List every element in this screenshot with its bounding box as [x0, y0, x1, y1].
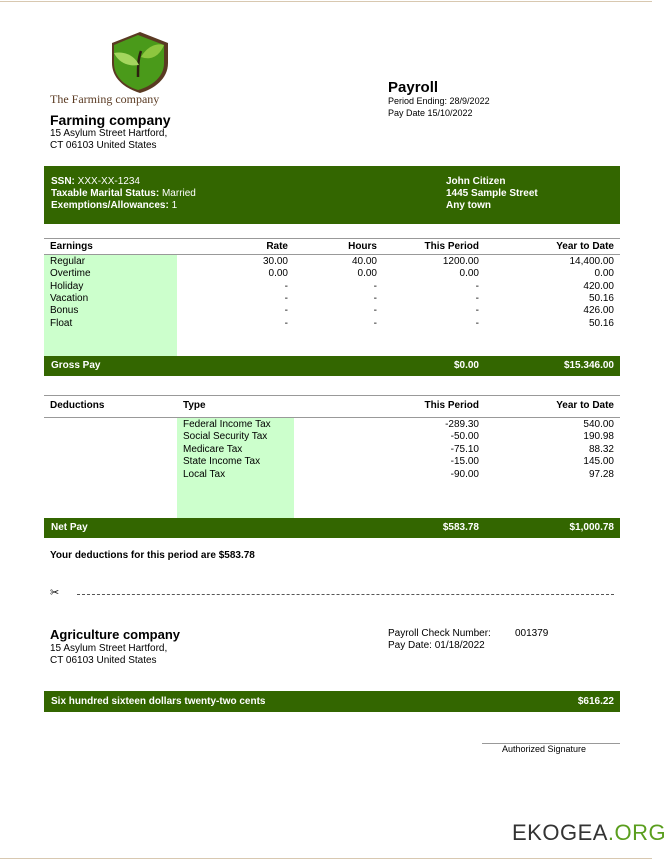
check-amount-bar: [44, 691, 620, 712]
marital-status-line: Taxable Marital Status: Married: [51, 188, 196, 199]
deduction-cell: 190.98: [583, 431, 614, 443]
earnings-cell: -: [475, 292, 479, 304]
earnings-cell: 50.16: [588, 292, 614, 304]
deduction-cell: Federal Income Tax: [183, 419, 271, 430]
earnings-cell: -: [475, 305, 479, 317]
deduction-cell: -289.30: [445, 419, 479, 430]
ded-ytd-header: Year to Date: [556, 400, 614, 411]
deduction-cell: 145.00: [583, 456, 614, 468]
deduction-cell: -90.00: [450, 468, 479, 480]
leaf-shield-icon: [108, 31, 172, 93]
earnings-cell: 40.00: [351, 256, 377, 267]
employee-name: John Citizen: [446, 176, 506, 187]
page-bottom-edge: [0, 858, 652, 859]
earnings-cell: 1200.00: [442, 256, 479, 267]
check-company-name: Agriculture company: [50, 627, 181, 642]
logo-text: The Farming company: [50, 92, 160, 106]
earnings-cell: 30.00: [262, 256, 288, 267]
deductions-header-label: Deductions: [50, 400, 105, 411]
employee-town: Any town: [446, 200, 491, 211]
earnings-cell: Vacation: [50, 292, 89, 304]
earnings-cell: -: [373, 317, 377, 329]
earnings-cell: 426.00: [583, 305, 614, 317]
deduction-cell: -50.00: [450, 431, 479, 443]
exemptions-line: Exemptions/Allowances: 1: [51, 200, 178, 211]
cut-line: [77, 594, 614, 595]
check-pay-date: Pay Date: 01/18/2022: [388, 640, 485, 651]
earnings-cell: -: [373, 305, 377, 317]
check-number: 001379: [515, 628, 549, 639]
employee-street: 1445 Sample Street: [446, 188, 538, 199]
document-title: Payroll: [388, 79, 439, 96]
company-name: Farming company: [50, 112, 171, 128]
signature-label: Authorized Signature: [502, 744, 587, 754]
earnings-cell: Overtime: [50, 268, 91, 280]
deduction-cell: Medicare Tax: [183, 443, 243, 455]
rate-header: Rate: [266, 241, 288, 252]
gross-pay-ytd: $15.346.00: [563, 360, 614, 371]
earnings-cell: Regular: [50, 256, 86, 267]
earnings-cell: Float: [50, 317, 73, 329]
earnings-cell: -: [373, 292, 377, 304]
check-number-label: Payroll Check Number:: [388, 628, 491, 639]
earnings-header-label: Earnings: [50, 241, 93, 252]
gross-pay-period: $0.00: [453, 360, 479, 371]
check-address-line2: CT 06103 United States: [50, 655, 157, 666]
deduction-cell: 88.32: [588, 443, 614, 455]
earnings-cell: 0.00: [459, 268, 479, 280]
deductions-top-rule: [44, 395, 620, 396]
pay-date: Pay Date 15/10/2022: [388, 108, 473, 118]
deduction-cell: -15.00: [450, 456, 479, 468]
page-top-edge: [0, 1, 652, 2]
ded-this-period-header: This Period: [424, 400, 479, 411]
net-pay-label: Net Pay: [51, 522, 88, 533]
earnings-top-rule: [44, 238, 620, 239]
earnings-cell: -: [284, 317, 288, 329]
earnings-cell: 420.00: [583, 280, 614, 292]
deductions-header-rule: [44, 417, 620, 418]
check-address-line1: 15 Asylum Street Hartford,: [50, 643, 168, 654]
ytd-header: Year to Date: [556, 241, 614, 252]
deduction-cell: Social Security Tax: [183, 431, 268, 443]
net-pay-period: $583.78: [442, 522, 479, 533]
earnings-cell: -: [373, 280, 377, 292]
deduction-cell: -75.10: [450, 443, 479, 455]
deduction-cell: 540.00: [583, 419, 614, 430]
net-pay-ytd: $1,000.78: [569, 522, 614, 533]
deduction-cell: State Income Tax: [183, 456, 261, 468]
earnings-cell: 0.00: [594, 268, 614, 280]
period-ending: Period Ending: 28/9/2022: [388, 96, 490, 106]
deduction-cell: Local Tax: [183, 468, 226, 480]
amount-in-words: Six hundred sixteen dollars twenty-two cents: [51, 696, 266, 707]
earnings-cell: Bonus: [50, 305, 79, 317]
deductions-note: Your deductions for this period are $583.78: [50, 550, 255, 561]
employee-info-bar: [44, 166, 620, 224]
net-pay-bar: [44, 518, 620, 538]
scissors-icon: ✂: [50, 587, 60, 599]
earnings-cell: 50.16: [588, 317, 614, 329]
brand-watermark: EKOGEA.ORG: [512, 820, 666, 845]
earnings-cell: -: [284, 280, 288, 292]
earnings-cell: Holiday: [50, 280, 84, 292]
earnings-cell: 14,400.00: [569, 256, 614, 267]
gross-pay-bar: [44, 356, 620, 376]
ssn-line: SSN: XXX-XX-1234: [51, 176, 140, 187]
earnings-cell: -: [284, 292, 288, 304]
earnings-cell: 0.00: [268, 268, 288, 280]
deduction-cell: 97.28: [588, 468, 614, 480]
company-address-line1: 15 Asylum Street Hartford,: [50, 128, 168, 139]
gross-pay-label: Gross Pay: [51, 360, 101, 371]
earnings-cell: -: [284, 305, 288, 317]
hours-header: Hours: [348, 241, 377, 252]
earnings-cell: -: [475, 317, 479, 329]
earnings-cell: -: [475, 280, 479, 292]
company-address-line2: CT 06103 United States: [50, 140, 157, 151]
type-header: Type: [183, 400, 206, 411]
check-amount: $616.22: [577, 696, 614, 707]
this-period-header: This Period: [424, 241, 479, 252]
earnings-cell: 0.00: [357, 268, 377, 280]
